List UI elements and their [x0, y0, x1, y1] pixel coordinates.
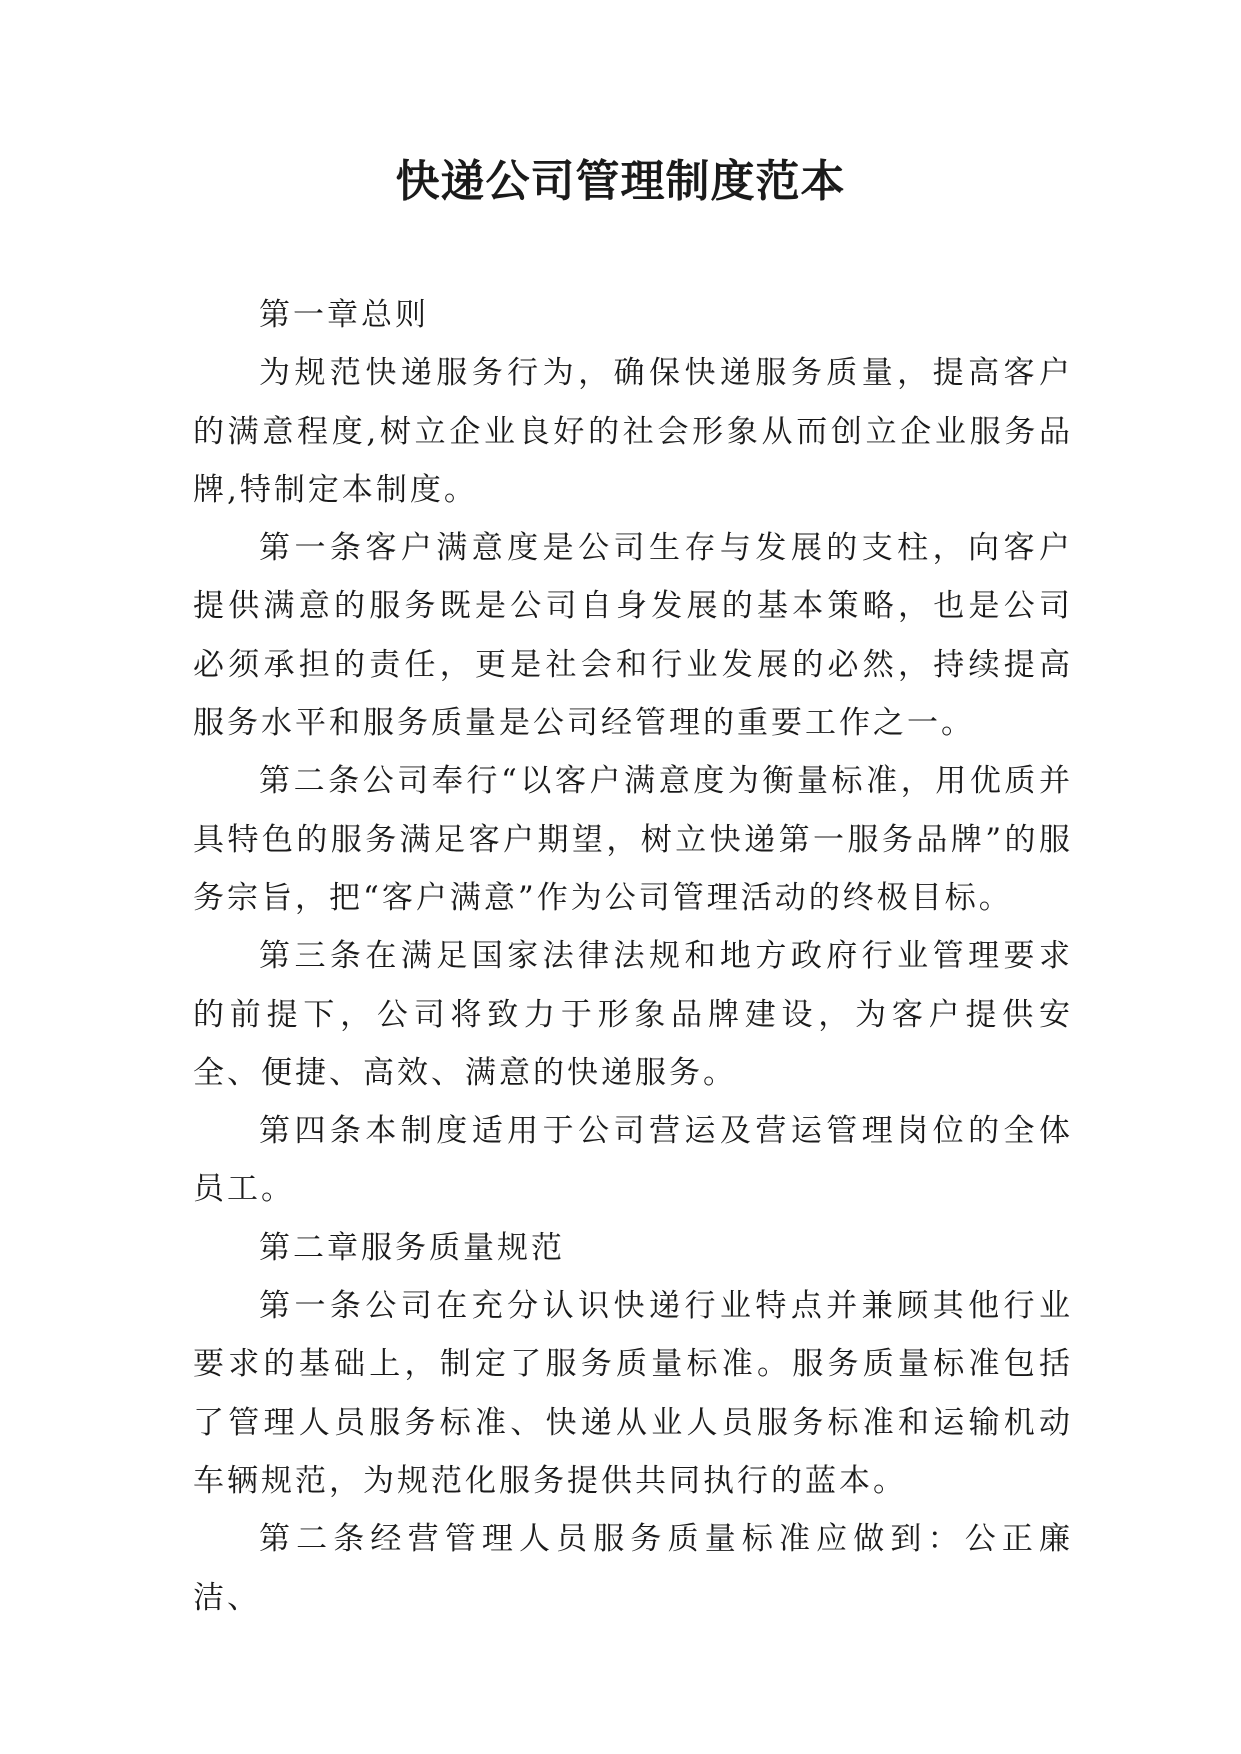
paragraph: 第二条公司奉行“以客户满意度为衡量标准，用优质并具特色的服务满足客户期望，树立快递第一服务品牌”的服务宗旨，把“客户满意”作为公司管理活动的终极目标。 [193, 763, 1073, 916]
paragraph: 第一条公司在充分认识快递行业特点并兼顾其他行业要求的基础上，制定了服务质量标准。服务质量标准包括了管理人员服务标准、快递从业人员服务标准和运输机动车辆规范，为规范化服务提供共同执行的蓝本。 [193, 1288, 1073, 1499]
chapter-heading: 第二章服务质量规范 [259, 1229, 565, 1266]
chapter-heading: 第一章总则 [259, 297, 429, 333]
paragraph: 第一条客户满意度是公司生存与发展的支柱，向客户提供满意的服务既是公司自身发展的基本策略，也是公司必须承担的责任，更是社会和行业发展的必然，持续提高服务水平和服务质量是公司经管理的重要工作之一。 [193, 530, 1073, 742]
document-title: 快递公司管理制度范本 [395, 156, 846, 207]
paragraph: 第四条本制度适用于公司营运及营运管理岗位的全体员工。 [193, 1113, 1073, 1208]
document-body [193, 286, 1073, 1627]
paragraph: 为规范快递服务行为，确保快递服务质量，提高客户的满意程度,树立企业良好的社会形象从而创立企业服务品牌,特制定本制度。 [193, 355, 1073, 508]
paragraph: 第二条经营管理人员服务质量标准应做到：公正廉洁、 [193, 1521, 1073, 1616]
paragraph: 第三条在满足国家法律法规和地方政府行业管理要求的前提下，公司将致力于形象品牌建设，为客户提供安全、便捷、高效、满意的快递服务。 [193, 938, 1073, 1091]
